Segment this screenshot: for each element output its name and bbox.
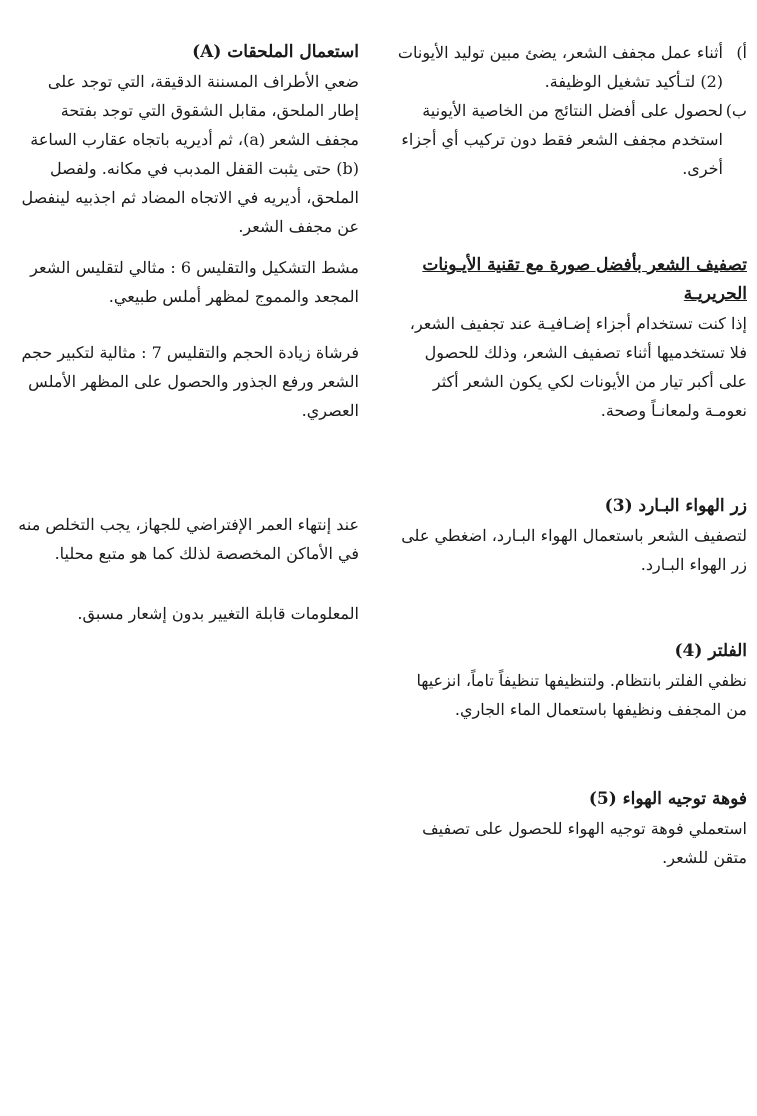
list-marker: ب) bbox=[725, 101, 747, 120]
section-body: استعملي فوهة توجيه الهواء للحصول على تصفيف متقن للشعر. bbox=[422, 819, 747, 867]
section-body: نظفي الفلتر بانتظام. ولتنظيفها تنظيفاً تاماً، انزعيها من المجفف ونظيفها باستعمال الماء الجاري. bbox=[416, 671, 747, 719]
comb-attachment-text: مشط التشكيل والتقليس 6 : مثالي لتقليس الشعر المجعد والمموج لمظهر أملس طبيعي. bbox=[30, 258, 359, 306]
cold-air-section bbox=[392, 492, 747, 579]
brush-attachment-text: فرشاة زيادة الحجم والتقليس 7 : مثالية لتكبير حجم الشعر ورفع الجذور والحصول على المظهر الأملس العصري. bbox=[21, 343, 359, 420]
filter-section bbox=[392, 637, 747, 724]
section-body: ضعي الأطراف المسننة الدقيقة، التي توجد على إطار الملحق، مقابل الشقوق التي توجد بفتحة مجفف الشعر (a)، ثم أديريه باتجاه عقارب الساعة (b) حتى يثبت القفل المدبب في مكانه. ولفصل الملحق، أديريه في الاتجاه المضاد ثم اجذبيه لينفصل عن مجفف الشعر. bbox=[21, 72, 359, 236]
list-item bbox=[392, 96, 747, 183]
ionic-indicator-list bbox=[392, 38, 747, 183]
attachments-section bbox=[14, 38, 359, 241]
section-body: لتصفيف الشعر باستعمال الهواء البـارد، اضغطي على زر الهواء البـارد. bbox=[401, 526, 747, 574]
section-title: زر الهواء البـارد (3) bbox=[604, 496, 747, 516]
list-item-text: أثناء عمل مجفف الشعر، يضئ مبين توليد الأيونات (2) لتـأكيد تشغيل الوظيفة. bbox=[397, 43, 723, 91]
list-marker: أ) bbox=[736, 43, 747, 62]
section-body: إذا كنت تستخدام أجزاء إضـافيـة عند تجفيف الشعر، فلا تستخدميها أثناء تصفيف الشعر، وذلك للحصول على أكبر تيار من الأيونات لكي يكون الشعر أكثر نعومـة ولمعانـاً وصحة. bbox=[409, 314, 747, 420]
section-title: استعمال الملحقات (A) bbox=[192, 42, 359, 62]
section-title: فوهة توجيه الهواء (5) bbox=[588, 789, 747, 809]
nozzle-section bbox=[392, 785, 747, 872]
section-title: تصفيف الشعر بأفضل صورة مع تقنية الأيـونات الحريريـة bbox=[422, 255, 747, 304]
section-title: الفلتر (4) bbox=[674, 641, 747, 661]
disposal-text: عند إنتهاء العمر الإفتراضي للجهاز، يجب التخلص منه في الأماكن المخصصة لذلك كما هو متبع محليا. bbox=[18, 515, 359, 563]
notice-text: المعلومات قابلة التغيير بدون إشعار مسبق. bbox=[77, 604, 359, 623]
list-item bbox=[392, 38, 747, 96]
list-item-text: لحصول على أفضل النتائج من الخاصية الأيونية استخدم مجفف الشعر فقط دون تركيب أي أجزاء أخرى. bbox=[401, 101, 723, 178]
ionic-styling-section bbox=[392, 251, 747, 425]
